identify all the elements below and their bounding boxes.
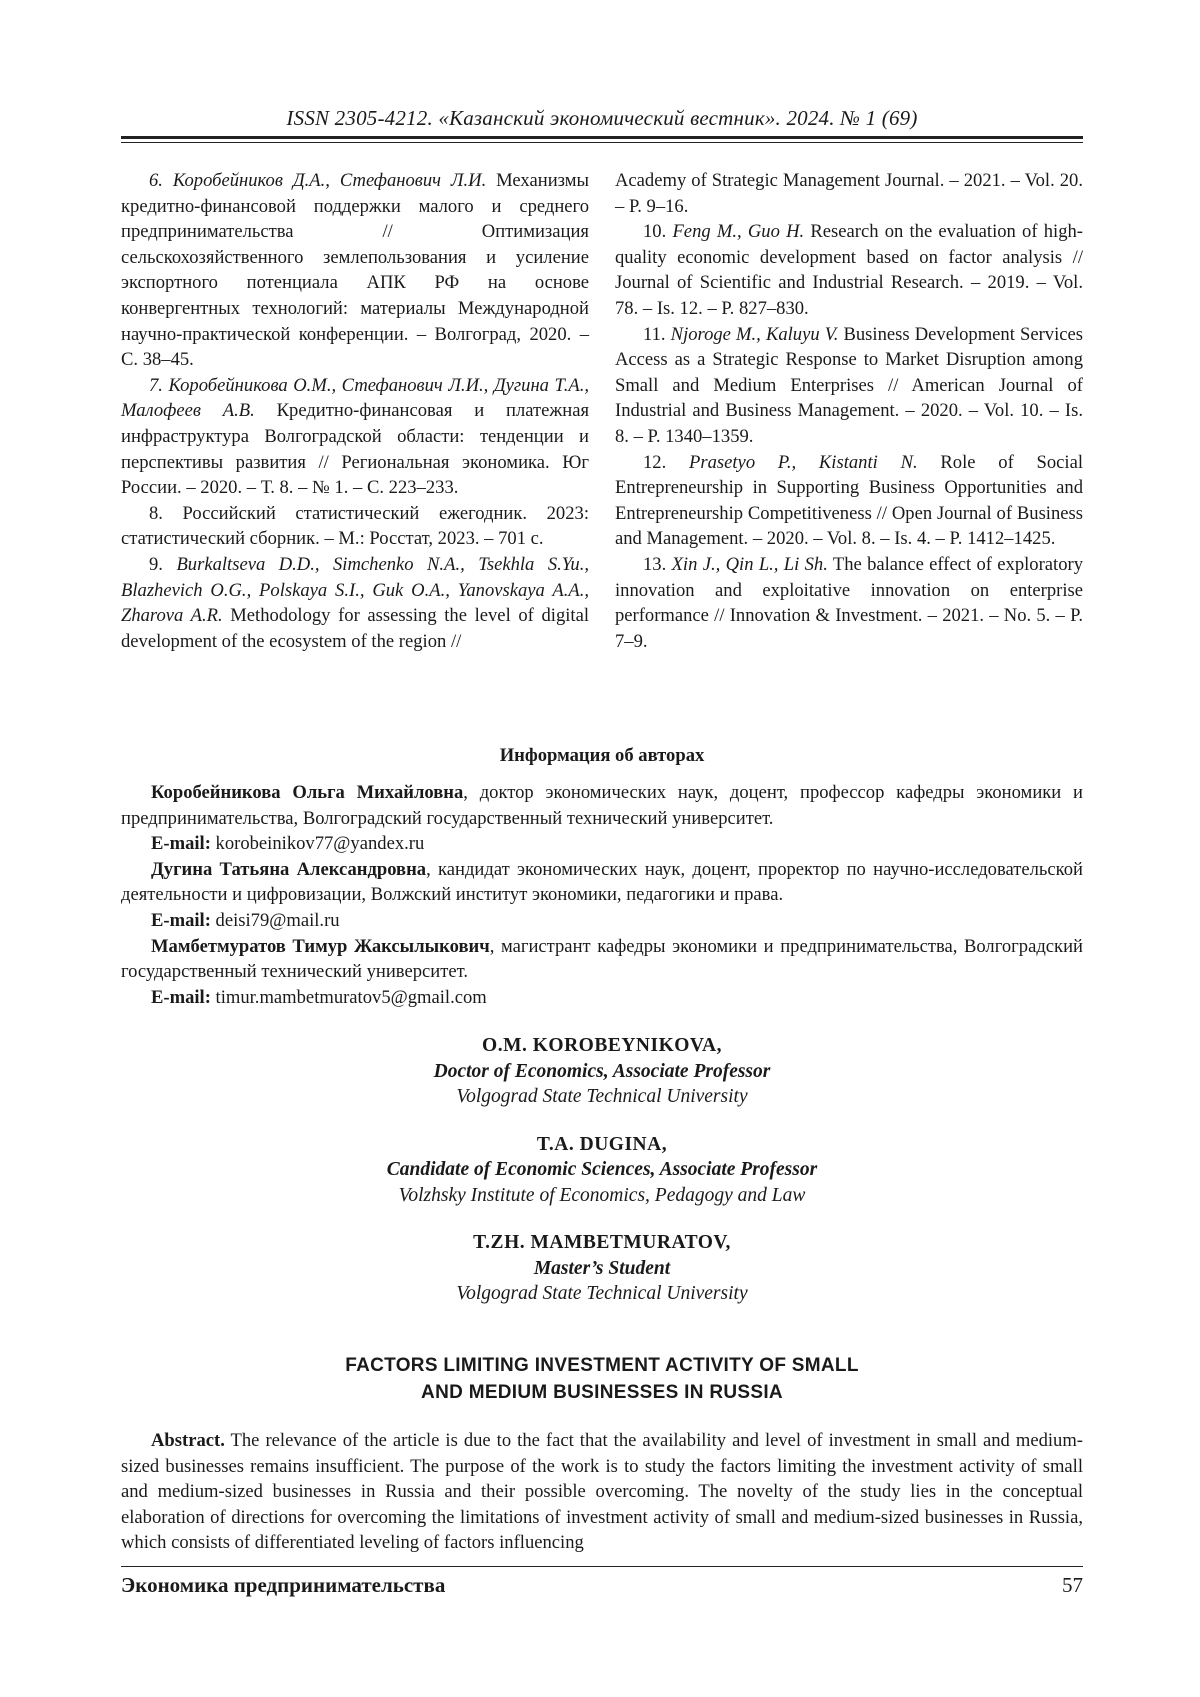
reference-authors: 6. Коробейников Д.А., Стефанович Л.И. (149, 170, 487, 191)
email-label: E-mail: (151, 909, 211, 931)
reference-authors: Feng M., Guo H. (672, 221, 805, 243)
reference-number: 12. (643, 451, 690, 473)
english-author (121, 1132, 1083, 1209)
abstract-label: Abstract. (151, 1430, 225, 1451)
abstract (121, 1428, 1083, 1556)
footer-rule (121, 1566, 1083, 1567)
reference-authors: 7. Коробейникова О.М., Стефанович Л.И., Дугина Т.А., Малофеев А.В. (121, 374, 589, 422)
references-column-left (121, 168, 589, 654)
running-head: ISSN 2305-4212. «Казанский экономический вестник». 2024. № 1 (69) (286, 106, 918, 130)
english-author (121, 1230, 1083, 1307)
abstract-text: The relevance of the article is due to the fact that the availability and level of investment in small and medium-sized businesses remains insufficient. The purpose of the work is to study the factors limiting the investment activity of small and medium-sized businesses in Russia and their possible overcoming. The novelty of the study lies in the conceptual elaboration of directions for overcoming the limitations of investment activity of small and medium-sized businesses in Russia, which consists of differentiated leveling of factors influencing (121, 1430, 1083, 1554)
header-rule-thick (121, 136, 1083, 139)
reference-item (615, 552, 1083, 654)
reference-item (121, 501, 589, 552)
author-entry (121, 780, 1083, 831)
authors-info (121, 780, 1083, 1010)
article-title (121, 1352, 1083, 1406)
footer-section-name: Экономика предпринимательства (121, 1573, 446, 1597)
author-email[interactable]: deisi79@mail.ru (210, 909, 340, 931)
author-email[interactable]: korobeinikov77@yandex.ru (210, 833, 425, 855)
author-entry (121, 857, 1083, 908)
abstract-paragraph (121, 1428, 1083, 1556)
reference-number: 13. (643, 553, 672, 575)
reference-number: 9. (149, 553, 177, 575)
reference-text: Механизмы кредитно-финансовой поддержки малого и среднего предпринимательства // Оптимизация сельскохозяйственного землепользования и усиление экспортного потенциала АПК РФ на основе конвергентных технологий: материалы Международной научно-практической конференции. – Волгоград, 2020. – С. 38–45. (121, 170, 589, 371)
reference-item (121, 168, 589, 373)
author-email-line (121, 908, 1083, 934)
reference-authors: Xin J., Qin L., Li Sh. (671, 553, 828, 575)
author-email[interactable]: timur.mambetmuratov5@gmail.com (210, 986, 487, 1008)
reference-number: 10. (643, 221, 673, 243)
email-label: E-mail: (151, 833, 211, 855)
reference-item (121, 552, 589, 654)
reference-text: Methodology for assessing the level of digital development of the ecosystem of the region // (121, 605, 589, 652)
english-author-org: Volgograd State Technical University (456, 1283, 748, 1304)
author-name: Дугина Татьяна Александровна (151, 858, 427, 880)
author-desc: , доктор экономических наук, доцент, профессор кафедры экономики и предпринимательства, Волгоградский государственный технический университет. (121, 782, 1083, 829)
english-author-position: Doctor of Economics, Associate Professor (433, 1060, 771, 1082)
reference-authors: Prasetyo P., Kistanti N. (689, 451, 918, 473)
english-author-position: Master’s Student (533, 1257, 671, 1279)
article-title-line: AND MEDIUM BUSINESSES IN RUSSIA (421, 1382, 783, 1403)
reference-text: Business Development Services Access as a Strategic Response to Market Disruption among Small and Medium Enterprises // American Journal of Industrial and Business Management. – 2020. – Vol. 10. – Is. 8. – P. 1340–1359. (615, 323, 1083, 447)
author-name: Мамбетмуратов Тимур Жаксылыкович (151, 935, 490, 957)
author-email-line (121, 831, 1083, 857)
reference-text: Кредитно-финансовая и платежная инфраструктура Волгоградской области: тенденции и перспективы развития // Региональная экономика. Юг России. – 2020. – Т. 8. – № 1. – С. 223–233. (121, 400, 589, 499)
reference-number: 11. (643, 323, 671, 345)
english-author-name: T.A. DUGINA, (536, 1133, 668, 1155)
english-author-name: O.M. KOROBEYNIKOVA, (482, 1035, 722, 1056)
authors-info-title: Информация об авторах (499, 745, 705, 766)
reference-text: The balance effect of exploratory innovation and exploitative innovation on enterprise performance // Innovation & Investment. – 2021. – No. 5. – P. 7–9. (615, 553, 1083, 652)
header-rule-thin (121, 142, 1083, 143)
reference-authors: Burkaltseva D.D., Simchenko N.A., Tsekhla S.Yu., Blazhevich O.G., Polskaya S.I., Guk O.A., Yanovskaya A.A., Zharova A.R. (121, 553, 590, 627)
english-authors (121, 1033, 1083, 1329)
english-author-org: Volzhsky Institute of Economics, Pedagogy and Law (398, 1184, 806, 1206)
reference-item (121, 373, 589, 501)
author-email-line (121, 985, 1083, 1011)
article-title-line: FACTORS LIMITING INVESTMENT ACTIVITY OF SMALL (345, 1355, 859, 1376)
author-desc: , кандидат экономических наук, доцент, проректор по научно-исследовательской деятельности и цифровизации, Волжский институт экономики, педагогики и права. (121, 858, 1084, 906)
reference-authors: Njoroge M., Kaluyu V. (670, 323, 839, 345)
reference-continuation: Academy of Strategic Management Journal. – 2021. – Vol. 20. – P. 9–16. (615, 170, 1083, 217)
author-entry (121, 934, 1083, 985)
page-number: 57 (1062, 1573, 1083, 1597)
reference-text: Role of Social Entrepreneurship in Supporting Business Opportunities and Entrepreneurship Competitiveness // Open Journal of Business and Management. – 2020. – Vol. 8. – Is. 4. – P. 1412–1425. (615, 451, 1084, 550)
english-author-org: Volgograd State Technical University (456, 1086, 748, 1107)
email-label: E-mail: (151, 986, 211, 1008)
reference-text: Research on the evaluation of high-quality economic development based on factor analysis // Journal of Scientific and Industrial Research. – 2019. – Vol. 78. – Is. 12. – P. 827–830. (615, 221, 1083, 319)
reference-item (615, 322, 1083, 450)
author-desc: , магистрант кафедры экономики и предпринимательства, Волгоградский государственный технический университет. (121, 935, 1083, 983)
english-author-position: Candidate of Economic Sciences, Associate Professor (386, 1159, 818, 1180)
reference-item (615, 450, 1083, 552)
author-name: Коробейникова Ольга Михайловна (151, 782, 464, 803)
english-author (121, 1033, 1083, 1110)
reference-item (615, 219, 1083, 321)
english-author-name: T.ZH. MAMBETMURATOV, (473, 1232, 731, 1253)
reference-text: 8. Российский статистический ежегодник. 2023: статистический сборник. – М.: Росстат, 2023. – 701 с. (121, 502, 589, 550)
references-column-right (615, 168, 1083, 654)
